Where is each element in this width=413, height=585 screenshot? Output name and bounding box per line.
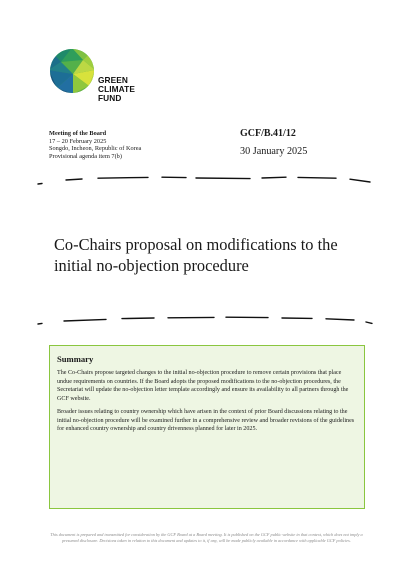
document-title: Co-Chairs proposal on modifications to the initial no-objection procedure [54, 235, 338, 275]
document-number: GCF/B.41/12 [240, 128, 296, 139]
document-date: 30 January 2025 [240, 146, 308, 157]
summary-box [49, 345, 365, 509]
footer-disclaimer: This document is prepared and transmitted for consideration by the GCF Board at a Board meeting. It is published on the GCF public website in that context, which does not imply a presumed disclosure. Decisions taken in relation to this document and updates to it, if any, will be made publicly available in accordance with applicable GCF policies. [50, 532, 363, 543]
meeting-info [49, 130, 141, 160]
meeting-location: Songdo, Incheon, Republic of Korea [49, 145, 142, 153]
bottom-brush-divider [36, 314, 376, 328]
meeting-agenda-item: Provisional agenda item 7(b) [49, 152, 122, 160]
logo-line-green: GREEN [98, 75, 129, 85]
top-brush-divider [36, 174, 376, 188]
summary-paragraph-2: Broader issues relating to country ownership which have arisen in the context of prior Board discussions relating to the initial no-objection procedure will be examined further in a comprehensive review and broader revisions of the guidelines for enhanced country ownership and country drivenness planned for later in 2025. [57, 409, 355, 432]
logo-line-climate: CLIMATE [98, 84, 135, 94]
meeting-dates: 17 – 20 February 2025 [49, 137, 107, 145]
meeting-heading: Meeting of the Board [49, 130, 107, 137]
logo-line-fund: FUND [98, 93, 122, 103]
gcf-logo-wordmark [98, 76, 135, 103]
summary-paragraph-1: The Co-Chairs propose targeted changes to the initial no-objection procedure to remove certain provisions that place undue requirements on countries. If the Board adopts the proposed modifications to the no-objection procedures, the Secretariat will update the no-objection letter template accordingly and ensure its availability to all partners through the GCF website. [57, 370, 349, 402]
gcf-globe-logo-icon [49, 48, 95, 94]
summary-heading: Summary [57, 354, 94, 364]
